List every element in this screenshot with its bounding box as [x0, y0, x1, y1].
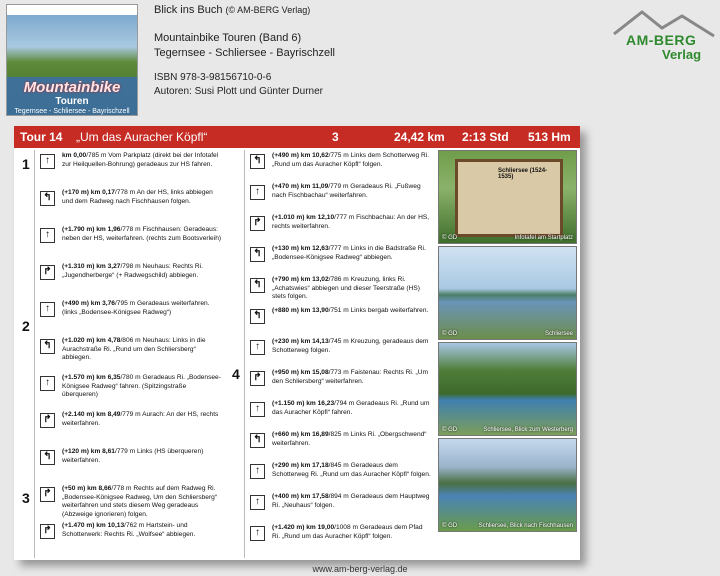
turn-arrow-icon: ↑ — [250, 340, 265, 355]
direction-text: (+290 m) km 17,18/845 m Geradeaus dem Schotterweg Ri. „Rund um das Auracher Köpfl“ folgen. — [272, 462, 431, 478]
direction-text: (+1.790 m) km 1,96/778 m Fischhausen: Geradeaus: neben der HS, weiterfahren. (rechts zum Bootsverleih) — [62, 226, 222, 242]
turn-arrow-icon: ↰ — [250, 309, 265, 324]
turn-arrow-icon: ↑ — [250, 185, 265, 200]
photo-schliersee: © GD Schliersee — [438, 246, 577, 340]
tour-level: 3 — [332, 130, 339, 144]
direction-text: (+950 m) km 15,08/773 m Faistenau: Rechts Ri. „Um den Schliersberg“ weiterfahren. — [272, 369, 428, 385]
direction-text: (+470 m) km 11,09/779 m Geradeaus Ri. „Fußweg nach Fischbachau“ weiterfahren. — [272, 183, 421, 199]
turn-arrow-icon: ↰ — [250, 247, 265, 262]
direction-text: (+230 m) km 14,13/745 m Kreuzung, geradeaus dem Schotterweg folgen. — [272, 338, 429, 354]
turn-arrow-icon: ↑ — [250, 464, 265, 479]
divider — [34, 150, 35, 558]
tour-time: 2:13 Std — [462, 130, 509, 144]
tour-elevation: 513 Hm — [528, 130, 571, 144]
cover-top-strip — [7, 5, 138, 15]
turn-arrow-icon: ↰ — [250, 154, 265, 169]
turn-arrow-icon: ↰ — [40, 339, 55, 354]
turn-arrow-icon: ↱ — [250, 371, 265, 386]
direction-text: (+1.150 m) km 16,23/794 m Geradeaus Ri. „Rund um das Auracher Köpfl“ fahren. — [272, 400, 430, 416]
direction-text: (+50 m) km 8,66/778 m Rechts auf dem Radweg Ri. „Bodensee-Königsee Radweg, Um den Schliersberg“ weiterfahren und stets diesem Weg geradeaus (Abzweige ignorieren) folgen. — [62, 485, 218, 518]
direction-text: (+660 m) km 16,89/825 m Links Ri. „Obergschwend“ weiterfahren. — [272, 431, 427, 447]
logo-name: AM-BERG — [626, 32, 697, 48]
section-marker: 3 — [22, 490, 30, 506]
direction-text: (+130 m) km 12,63/777 m Links in die Badstraße Ri. „Bodensee-Königsee Radweg“ abbiegen. — [272, 245, 426, 261]
tour-name: „Um das Auracher Köpfl“ — [76, 130, 208, 144]
tour-header-bar — [14, 126, 580, 148]
direction-text: (+1.570 m) km 6,35/780 m Geradeaus Ri. „Bodensee-Königsee Radweg“ fahren. (Spitzingstraße überqueren) — [62, 374, 221, 398]
photo-infotafel: Schliersee (1524-1535) © GD Infotafel am Startplatz — [438, 150, 577, 244]
cover-title-block — [7, 77, 137, 115]
turn-arrow-icon: ↰ — [250, 433, 265, 448]
tour-distance: 24,42 km — [394, 130, 445, 144]
turn-arrow-icon: ↱ — [40, 524, 55, 539]
book-cover — [6, 4, 138, 116]
direction-text: (+170 m) km 0,17/778 m An der HS, links abbiegen und dem Radweg nach Fischhausen folgen. — [62, 189, 213, 205]
photo-fischhausen: © GD Schliersee, Blick nach Fischhausen — [438, 438, 577, 532]
turn-arrow-icon: ↱ — [40, 413, 55, 428]
cover-subtitle: Touren — [55, 96, 89, 107]
turn-arrow-icon: ↑ — [250, 495, 265, 510]
section-marker: 4 — [232, 366, 240, 382]
section-marker: 2 — [22, 318, 30, 334]
sign-board: Schliersee (1524-1535) — [455, 159, 563, 237]
turn-arrow-icon: ↑ — [250, 402, 265, 417]
publisher-logo — [612, 8, 716, 64]
header-isbn: ISBN 978-3-98156710-0-6 — [154, 72, 272, 83]
direction-text: (+790 m) km 13,02/786 m Kreuzung, links Ri. „Achatswies“ abbiegen und dieser Teerstraße (HS) stets folgen. — [272, 276, 420, 300]
turn-arrow-icon: ↱ — [250, 216, 265, 231]
turn-arrow-icon: ↱ — [40, 265, 55, 280]
logo-sub: Verlag — [662, 47, 702, 62]
direction-text: (+490 m) km 10,62/775 m Links dem Schotterweg Ri. „Rund um das Auracher Köpfl“ folgen. — [272, 152, 430, 168]
tour-number: Tour 14 — [20, 130, 63, 144]
turn-arrow-icon: ↰ — [40, 450, 55, 465]
direction-text: (+1.470 m) km 10,13/762 m Hartstein- und Schotterwerk: Rechts Ri. „Wolfsee“ abbiegen. — [62, 522, 196, 538]
cover-region: Tegernsee - Schliersee - Bayrischzell — [14, 108, 130, 115]
turn-arrow-icon: ↰ — [40, 191, 55, 206]
section-marker: 1 — [22, 156, 30, 172]
turn-arrow-icon: ↑ — [40, 302, 55, 317]
header-authors: Autoren: Susi Plott und Günter Durner — [154, 86, 323, 97]
turn-arrow-icon: ↑ — [250, 526, 265, 541]
header-region: Tegernsee - Schliersee - Bayrischzell — [154, 47, 335, 59]
direction-text: km 0,00/785 m Vom Parkplatz (direkt bei der Infotafel zur Heilquellen-Bohrung) geradeaus zur HS fahren. — [62, 152, 219, 168]
header-band: Mountainbike Touren (Band 6) — [154, 32, 302, 44]
turn-arrow-icon: ↑ — [40, 376, 55, 391]
divider — [244, 150, 245, 558]
turn-arrow-icon: ↑ — [40, 154, 55, 169]
direction-text: (+120 m) km 8,61/779 m Links (HS überqueren) weiterfahren. — [62, 448, 204, 464]
direction-text: (+490 m) km 3,76/795 m Geradeaus weiterfahren. (links „Bodensee-Königsee Radweg“) — [62, 300, 210, 316]
tour-page — [14, 126, 580, 560]
direction-text: (+400 m) km 17,58/894 m Geradeaus dem Hauptweg Ri. „Neuhaus“ folgen. — [272, 493, 430, 509]
direction-text: (+1.010 m) km 12,10/777 m Fischbachau: An der HS, rechts weiterfahren. — [272, 214, 430, 230]
header-line1: Blick ins Buch (© AM-BERG Verlag) — [154, 4, 311, 16]
direction-text: (+2.140 m) km 8,49/779 m Aurach: An der HS, rechts weiterfahren. — [62, 411, 219, 427]
turn-arrow-icon: ↰ — [250, 278, 265, 293]
turn-arrow-icon: ↱ — [40, 487, 55, 502]
turn-arrow-icon: ↑ — [40, 228, 55, 243]
cover-title: Mountainbike — [23, 79, 121, 96]
footer-url: www.am-berg-verlag.de — [312, 564, 408, 574]
direction-text: (+880 m) km 13,90/751 m Links bergab weiterfahren. — [272, 307, 429, 314]
direction-text: (+1.310 m) km 3,27/798 m Neuhaus: Rechts Ri. „Jugendherberge“ (+ Radwegschild) abbiegen. — [62, 263, 203, 279]
direction-text: (+1.420 m) km 19,00/1008 m Geradeaus dem Pfad Ri. „Rund um das Auracher Köpfl“ folgen. — [272, 524, 423, 540]
direction-text: (+1.020 m) km 4,78/806 m Neuhaus: Links in die Aurachstraße Ri. „Rund um den Schliersberg“ abbiegen. — [62, 337, 206, 361]
photo-westerberg: © GD Schliersee, Blick zum Westerberg — [438, 342, 577, 436]
